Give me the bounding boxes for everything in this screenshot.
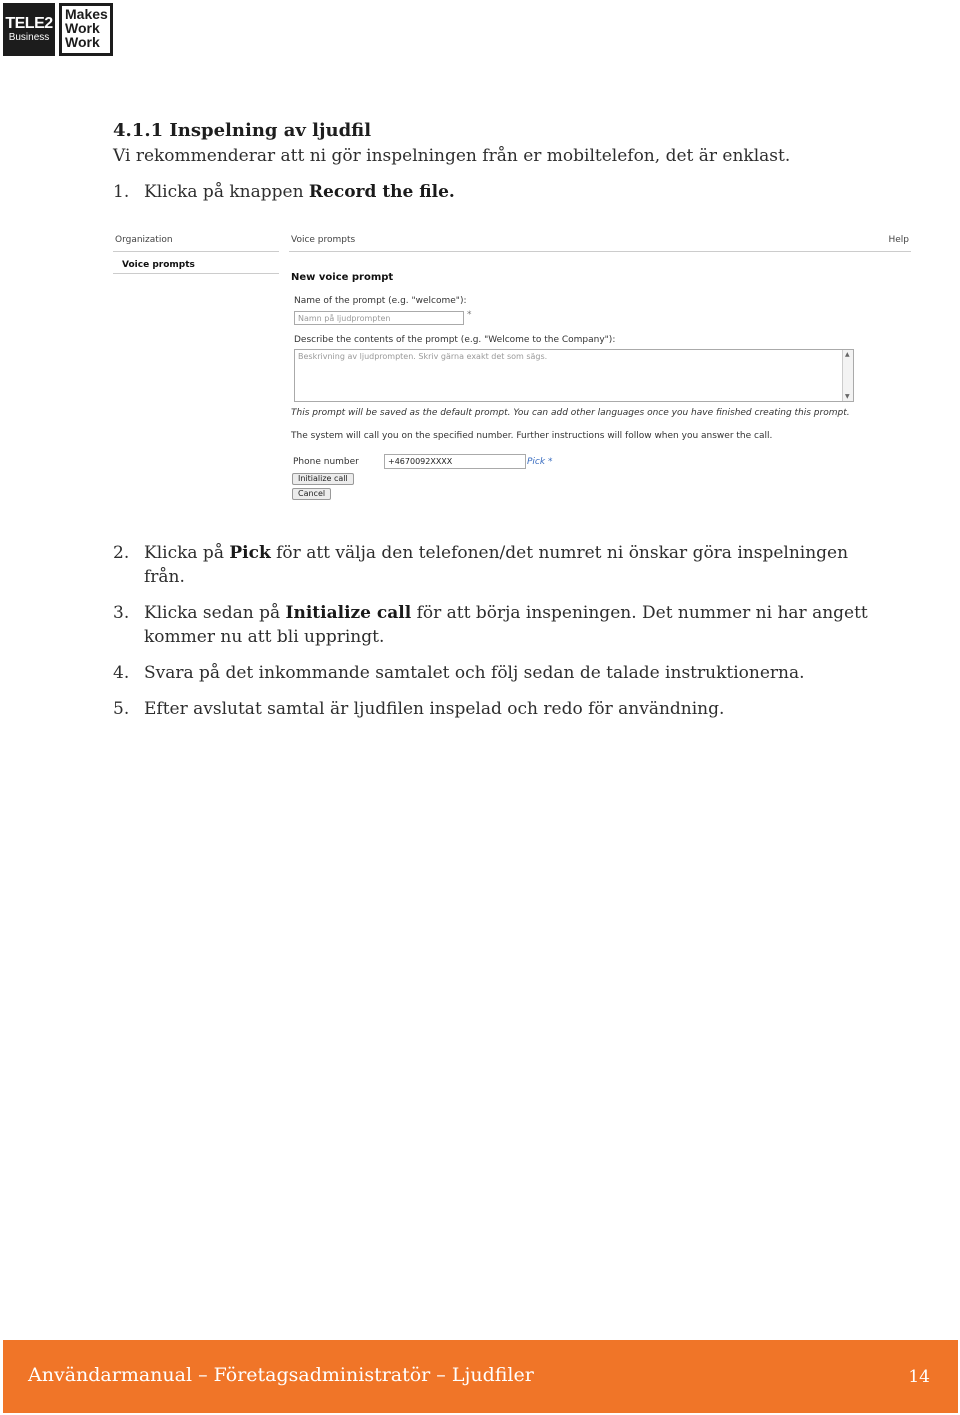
required-mark: *: [467, 310, 472, 320]
form-title: New voice prompt: [291, 272, 394, 283]
brand-logo: [3, 3, 113, 56]
step-text: Svara på det inkommande samtalet och följ sedan de talade instruktionerna.: [144, 663, 805, 683]
page-number: 14: [908, 1367, 930, 1387]
tele2-logo: [3, 3, 55, 56]
section-heading: 4.1.1 Inspelning av ljudfil: [113, 120, 372, 141]
phone-input[interactable]: +4670092XXXX: [384, 454, 526, 469]
default-note: This prompt will be saved as the default prompt. You can add other languages once you have finished creating this prompt.: [291, 408, 850, 418]
name-label: Name of the prompt (e.g. "welcome"):: [294, 296, 467, 306]
description-placeholder: Beskrivning av ljudprompten. Skriv gärna exakt det som sägs.: [298, 352, 548, 361]
scroll-down-icon[interactable]: ▼: [845, 393, 850, 400]
page-footer: [3, 1340, 958, 1413]
step-text: Klicka sedan på Initialize call för att börja inspeningen. Det nummer ni har angett kommer nu att bli uppringt.: [144, 603, 868, 647]
divider: [113, 251, 279, 252]
tagline-logo: [59, 3, 113, 56]
phone-label: Phone number: [293, 457, 359, 467]
step-3: [113, 601, 873, 649]
call-info: The system will call you on the specified number. Further instructions will follow when you answer the call.: [291, 431, 773, 441]
footer-title: Användarmanual – Företagsadministratör – Ljudfiler: [28, 1364, 534, 1386]
cancel-button[interactable]: Cancel: [292, 488, 331, 500]
intro-text: Vi rekommenderar att ni gör inspelningen från er mobiltelefon, det är enklast.: [113, 146, 791, 166]
step-number: 5.: [113, 699, 130, 719]
org-label: Organization: [115, 235, 173, 245]
step-2: [113, 541, 873, 589]
name-input[interactable]: Namn på ljudprompten: [294, 311, 464, 325]
sidebar-item-voice-prompts[interactable]: Voice prompts: [122, 260, 195, 270]
initialize-call-button[interactable]: Initialize call: [292, 473, 354, 485]
description-label: Describe the contents of the prompt (e.g. "Welcome to the Company"):: [294, 335, 616, 345]
step-text: Klicka på Pick för att välja den telefonen/det numret ni önskar göra inspelningen från.: [144, 543, 849, 587]
required-mark: *: [547, 457, 553, 467]
logo-brand-line2: Business: [8, 31, 50, 43]
step-1: [113, 180, 873, 204]
step-number: 4.: [113, 663, 130, 683]
logo-brand-line1: TELE2: [5, 14, 53, 32]
tagline-line3: Work: [65, 34, 100, 50]
tagline-line1: Makes: [65, 6, 108, 22]
step-text: Efter avslutat samtal är ljudfilen inspelad och redo för användning.: [144, 699, 725, 719]
help-link[interactable]: Help: [888, 235, 909, 245]
scroll-up-icon[interactable]: ▲: [845, 351, 850, 358]
step-number: 3.: [113, 603, 130, 623]
voice-prompt-screenshot: [113, 230, 913, 505]
step-5: [113, 697, 873, 721]
step-number: 2.: [113, 543, 130, 563]
step-text: Klicka på knappen Record the file.: [144, 182, 455, 202]
pick-label[interactable]: Pick: [527, 457, 546, 467]
divider: [289, 251, 911, 252]
step-number: 1.: [113, 182, 130, 202]
scrollbar[interactable]: [842, 350, 853, 401]
divider: [113, 273, 279, 274]
step-4: [113, 661, 873, 685]
section-label: Voice prompts: [291, 235, 356, 245]
tagline-line2: Work: [65, 20, 100, 36]
description-field[interactable]: [294, 349, 854, 402]
pick-link[interactable]: [527, 457, 552, 467]
